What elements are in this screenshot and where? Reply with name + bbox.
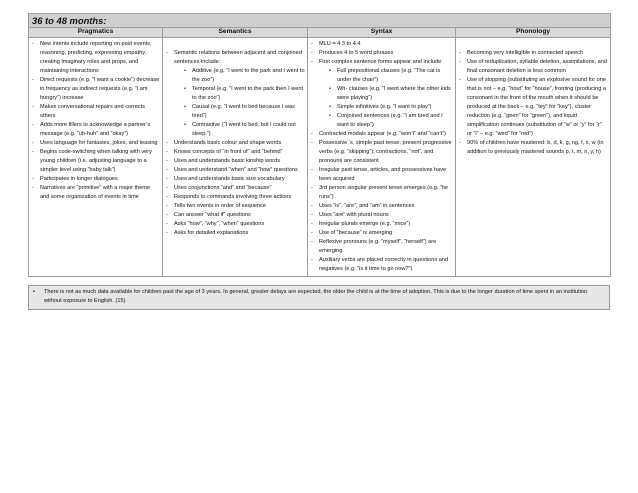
header-syntax: Syntax: [308, 28, 456, 38]
list-item: - Makes conversational repairs and corrects others: [29, 103, 160, 121]
list-item: - Use of reduplication, syllable deletion, assimilations, and final consonant deletion is less common: [456, 58, 608, 76]
list-item: - 90% of children have mastered: b, d, k, g, ng, f, s, w (in addition to previously mastered sounds p, t, m, n, y, h): [456, 139, 608, 157]
list-item: - Responds to commands involving three actions: [163, 193, 305, 202]
list-item: - Understands basic colour and shape words: [163, 139, 305, 148]
complex-sentences-intro: First complex sentence forms appear and include:: [319, 58, 443, 65]
list-item: - Becoming very intelligible in connected speech: [456, 49, 608, 58]
list-item: - Knows concepts of “in front of” and “behind”: [163, 148, 305, 157]
list-item: - Uses “is”, “are”, and “am” in sentences: [308, 202, 453, 211]
sub-item: • Conjoined sentences (e.g. “I am tired and I want to sleep”): [319, 112, 453, 130]
list-item: - Reflexive pronouns (e.g. “myself”, “herself”) are emerging: [308, 238, 453, 256]
list-item: - Produces 4 to 5 word phrases: [308, 49, 453, 58]
pragmatics-cell: [29, 37, 163, 276]
header-semantics: Semantics: [163, 28, 308, 38]
list-item: - Possessive ’s, simple past tense, present progressive verbs (e.g. “skipping”), contractions, “not”, and pronouns are consistent: [308, 139, 453, 166]
list-item: - Asks “how”, “why”, “when” questions: [163, 220, 305, 229]
list-item: - Use of “because” is emerging: [308, 229, 453, 238]
header-pragmatics: Pragmatics: [29, 28, 163, 38]
list-item: - New intents include reporting on past events, reasoning, predicting, expressing empathy, creating imaginary roles and props, and maintaining interactions: [29, 40, 160, 76]
list-item: [163, 49, 305, 139]
footnote-table: [28, 285, 610, 310]
sub-item: • Simple infinitives (e.g. “I want to play”): [319, 103, 453, 112]
semantic-relations-intro: Semantic relations between adjacent and conjoined sentences include:: [174, 49, 302, 65]
list-item: - Uses “are” with plural nouns: [308, 211, 453, 220]
list-item: - Can answer “what if” questions: [163, 211, 305, 220]
list-item: - Direct requests (e.g. “I want a cookie”) decrease in frequency as indirect requests (e.g. “I am hungry”) increase: [29, 76, 160, 103]
list-item: - Contracted modals appear (e.g. “won’t” and “can’t”): [308, 130, 453, 139]
list-item: - Tells two events in order of sequence: [163, 202, 305, 211]
list-item: - Irregular past tense, articles, and possessives have been acquired: [308, 166, 453, 184]
list-item: - Uses and understand “when” and “how” questions: [163, 166, 305, 175]
sub-item: • Temporal (e.g. “I went to the park then I went to the zoo”): [174, 85, 305, 103]
milestones-table: [28, 13, 611, 277]
list-item: - Asks for detailed explanations: [163, 229, 305, 238]
list-item: - Uses conjunctions “and” and “because”: [163, 184, 305, 193]
sub-item: • Additive (e.g. “I went to the park and I went to the zoo”): [174, 67, 305, 85]
page: [28, 13, 610, 310]
list-item: - MLU = 4.3 to 4.4: [308, 40, 453, 49]
list-item: - Auxiliary verbs are placed correctly in questions and negatives (e.g. “is it time to go now?”): [308, 256, 453, 274]
list-item: - Use of stopping (substituting an explosive sound for one that is not – e.g. “hout” for “house”, fronting (producing a consonant in the front of the mouth when it should be produced at the back – e.g. “tey” for “key”), cluster reduction (e.g. “geen” for “green”), and liquid simplification continues (substitution of “w” or “y” for “r” or “l” – e.g. “wed” for “red”): [456, 76, 608, 139]
footnote-text: There is not as much data available for children past the age of 3 years. In general, greater delays are expected, the older the child is at the time of adoption. This is due to the longer duration of time spent in an institution without exposure to English. (15): [44, 288, 588, 304]
list-item: [308, 58, 453, 130]
footnote-cell: [29, 285, 610, 309]
semantics-cell: [163, 37, 308, 276]
list-item: - Narratives are “primitive” with a major theme and some organization of events in time: [29, 184, 160, 202]
list-item: - Adds more fillers to acknowledge a partner’s message (e.g. “uh-huh” and “okay”): [29, 121, 160, 139]
table-title: 36 to 48 months:: [29, 14, 611, 28]
sub-item: • Contrastive (“I went to bed, but I could not sleep.”): [174, 121, 305, 139]
sub-item: • Full prepositional clauses (e.g. “The cat is under the chair”): [319, 67, 453, 85]
phonology-cell: [456, 37, 611, 276]
list-item: - Uses and understands basic kinship words: [163, 157, 305, 166]
list-item: - Uses language for fantasies, jokes, and teasing: [29, 139, 160, 148]
sub-item: • Causal (e.g. “I went to bed because I was tired”): [174, 103, 305, 121]
list-item: - Begins code-switching when talking with very young children (i.e. adjusting language to a simpler level using “baby talk”): [29, 148, 160, 175]
header-phonology: Phonology: [456, 28, 611, 38]
list-item: - Participates in longer dialogues: [29, 175, 160, 184]
sub-item: • Wh- clauses (e.g. “I went where the other kids were playing”): [319, 85, 453, 103]
list-item: - Uses and understands basic size vocabulary: [163, 175, 305, 184]
syntax-cell: [308, 37, 456, 276]
list-item: - 3rd person singular present tense emerges (e.g. “he runs”): [308, 184, 453, 202]
bullet-icon: ▪: [33, 288, 35, 295]
list-item: - Irregular plurals emerge (e.g. “mice”): [308, 220, 453, 229]
